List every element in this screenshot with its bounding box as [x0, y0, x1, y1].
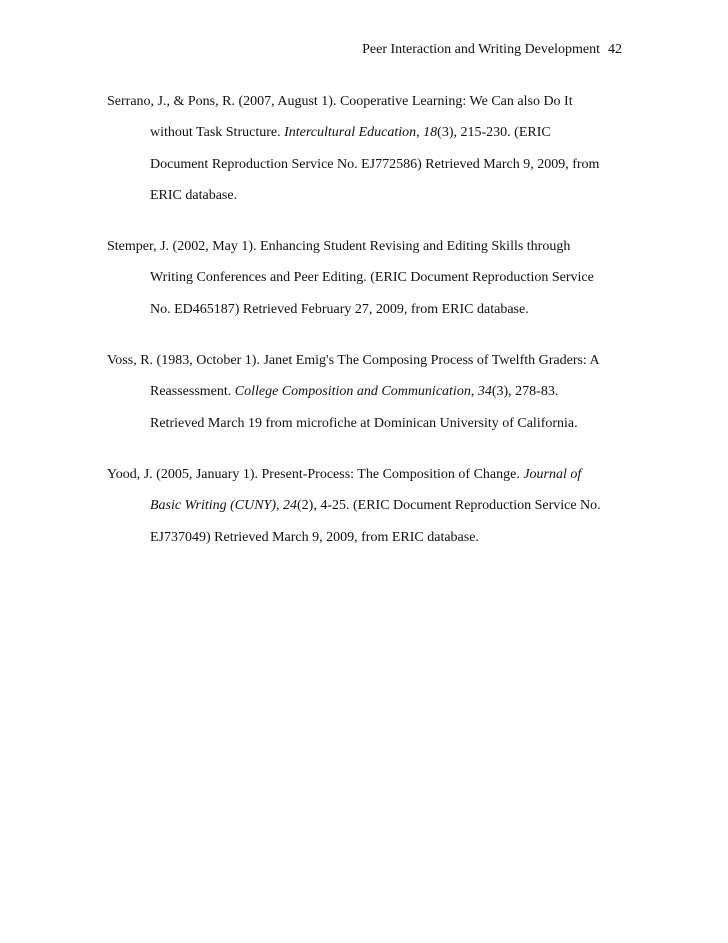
reference-line [107, 408, 627, 439]
reference-text: Stemper, J. (2002, May 1). Enhancing Student Revising and Editing Skills through [107, 239, 571, 255]
reference-text: Reassessment. [150, 384, 235, 400]
reference-text: (3), 278-83. [491, 384, 559, 400]
reference-entry [107, 345, 627, 439]
reference-italic-text: 34 [477, 384, 492, 400]
reference-line [107, 117, 627, 148]
reference-line [107, 490, 627, 521]
reference-line [107, 294, 627, 325]
reference-italic-text: 18 [423, 125, 438, 141]
reference-text: Retrieved March 19 from microfiche at Dominican University of California. [150, 415, 578, 431]
reference-line [107, 231, 627, 262]
reference-text: without Task Structure. [150, 125, 285, 141]
running-head-title: Peer Interaction and Writing Development [362, 42, 600, 57]
page-number: 42 [608, 42, 622, 57]
reference-entry [107, 86, 627, 211]
reference-text: Voss, R. (1983, October 1). Janet Emig's The Composing Process of Twelfth Graders: A [107, 353, 600, 369]
reference-text: ERIC database. [150, 187, 238, 203]
reference-line [107, 522, 627, 553]
reference-text: No. ED465187) Retrieved February 27, 2009, from ERIC database. [150, 301, 529, 317]
reference-line [107, 149, 627, 180]
reference-entry [107, 231, 627, 325]
reference-text: EJ737049) Retrieved March 9, 2009, from ERIC database. [150, 529, 479, 545]
reference-line [107, 86, 627, 117]
reference-text: , [276, 498, 284, 514]
reference-line [107, 180, 627, 211]
reference-text: (2), 4-25. (ERIC Document Reproduction Service No. [297, 498, 601, 514]
reference-text: , [416, 125, 424, 141]
reference-list [107, 86, 627, 573]
reference-text: Yood, J. (2005, January 1). Present-Process: The Composition of Change. [107, 466, 524, 482]
reference-line [107, 376, 627, 407]
reference-text: Serrano, J., & Pons, R. (2007, August 1). Cooperative Learning: We Can also Do It [107, 94, 573, 109]
reference-text: (3), 215-230. (ERIC [437, 125, 551, 141]
reference-line [107, 459, 627, 490]
reference-line [107, 345, 627, 376]
running-head [362, 40, 622, 60]
reference-italic-text: 24 [283, 498, 298, 514]
reference-italic-text: Journal of [523, 466, 582, 482]
reference-text: Document Reproduction Service No. EJ772586) Retrieved March 9, 2009, from [150, 156, 600, 172]
reference-text: , [470, 384, 478, 400]
reference-italic-text: College Composition and Communication [234, 384, 471, 400]
reference-italic-text: Basic Writing (CUNY) [150, 498, 277, 514]
reference-entry [107, 459, 627, 553]
reference-text: Writing Conferences and Peer Editing. (ERIC Document Reproduction Service [150, 270, 594, 286]
reference-italic-text: Intercultural Education [284, 125, 417, 141]
reference-line [107, 262, 627, 293]
